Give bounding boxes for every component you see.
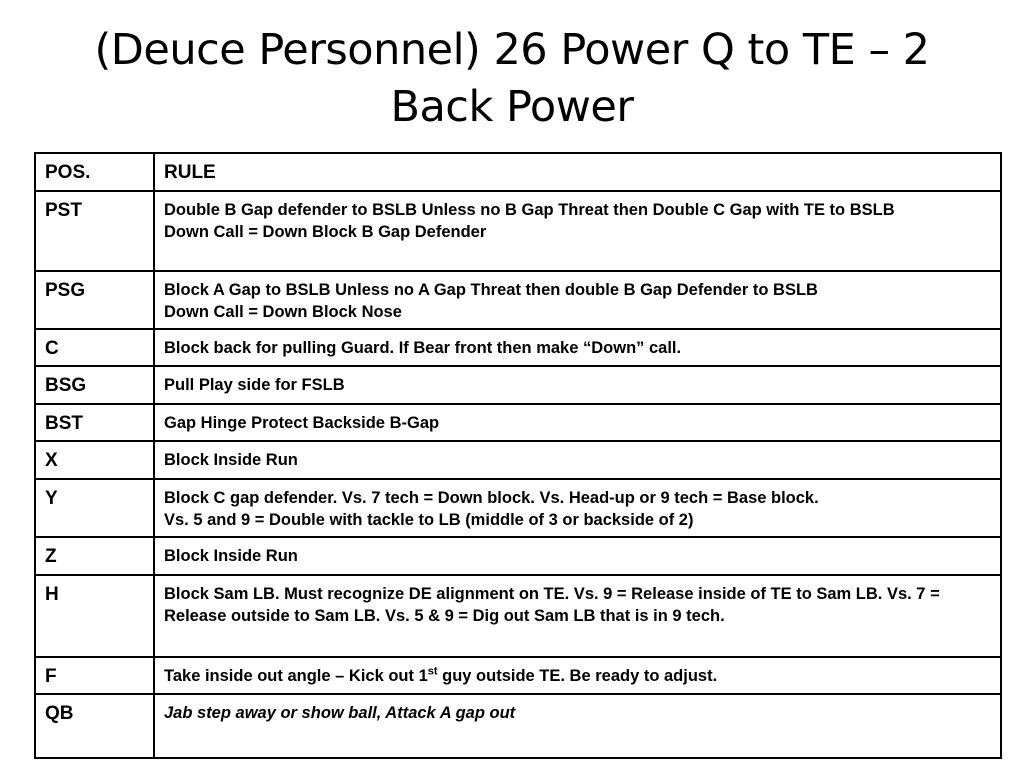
table-row-y [35, 479, 1001, 537]
rule-cell [154, 191, 1001, 271]
rule-cell [154, 441, 1001, 479]
pos-cell: Z [35, 537, 154, 575]
table-row-bst [35, 404, 1001, 441]
slide-title-line-2: Back Power [390, 82, 634, 132]
rule-line: Block C gap defender. Vs. 7 tech = Down block. Vs. Head-up or 9 tech = Base block. [164, 489, 819, 507]
rule-cell [154, 575, 1001, 657]
table-row-qb [35, 694, 1001, 758]
pos-cell: PSG [35, 271, 154, 329]
table-row-z [35, 537, 1001, 575]
rule-cell [154, 366, 1001, 404]
table-row-pst [35, 191, 1001, 271]
rule-cell [154, 329, 1001, 366]
rule-text-after: guy outside TE. Be ready to adjust. [437, 667, 718, 685]
rule-cell [154, 537, 1001, 575]
pos-cell: C [35, 329, 154, 366]
rule-line: Down Call = Down Block Nose [164, 303, 402, 321]
table-row-c [35, 329, 1001, 366]
slide-title-line-1: (Deuce Personnel) 26 Power Q to TE – 2 [94, 25, 930, 75]
rule-line: Vs. 5 and 9 = Double with tackle to LB (middle of 3 or backside of 2) [164, 511, 694, 529]
rule-line: Block back for pulling Guard. If Bear front then make “Down” call. [164, 339, 682, 357]
rule-line: Gap Hinge Protect Backside B-Gap [164, 414, 440, 432]
rule-line: Double B Gap defender to BSLB Unless no B Gap Threat then Double C Gap with TE to BSLB [164, 201, 895, 219]
table-row-psg [35, 271, 1001, 329]
slide-title [0, 22, 1024, 136]
rule-line: Block Sam LB. Must recognize DE alignment on TE. Vs. 9 = Release inside of TE to Sam LB. Vs. 7 = Release outside to Sam LB. Vs. 5 & 9 = Dig out Sam LB that is in 9 tech. [164, 585, 940, 625]
table-row-bsg [35, 366, 1001, 404]
table-row-x [35, 441, 1001, 479]
table-row-h [35, 575, 1001, 657]
rule-line: Pull Play side for FSLB [164, 376, 345, 394]
rule-cell [154, 694, 1001, 758]
table-row-f [35, 657, 1001, 694]
header-pos: POS. [35, 153, 154, 191]
rule-cell [154, 657, 1001, 694]
rule-line [164, 665, 992, 687]
rule-line: Block Inside Run [164, 451, 298, 469]
pos-cell: BST [35, 404, 154, 441]
table-header-row [35, 153, 1001, 191]
rule-line: Jab step away or show ball, Attack A gap out [164, 704, 516, 722]
rule-text-before: Take inside out angle – Kick out 1 [164, 667, 428, 685]
header-rule: RULE [154, 153, 1001, 191]
pos-cell: F [35, 657, 154, 694]
blocking-rules-table [34, 152, 1002, 759]
pos-cell: BSG [35, 366, 154, 404]
pos-cell: X [35, 441, 154, 479]
pos-cell: Y [35, 479, 154, 537]
rule-cell [154, 271, 1001, 329]
rule-cell [154, 404, 1001, 441]
pos-cell: PST [35, 191, 154, 271]
pos-cell: H [35, 575, 154, 657]
ordinal-suffix: st [427, 665, 438, 678]
rule-line: Block Inside Run [164, 547, 298, 565]
rule-line: Block A Gap to BSLB Unless no A Gap Threat then double B Gap Defender to BSLB [164, 281, 818, 299]
rule-cell [154, 479, 1001, 537]
pos-cell: QB [35, 694, 154, 758]
rule-line: Down Call = Down Block B Gap Defender [164, 223, 487, 241]
